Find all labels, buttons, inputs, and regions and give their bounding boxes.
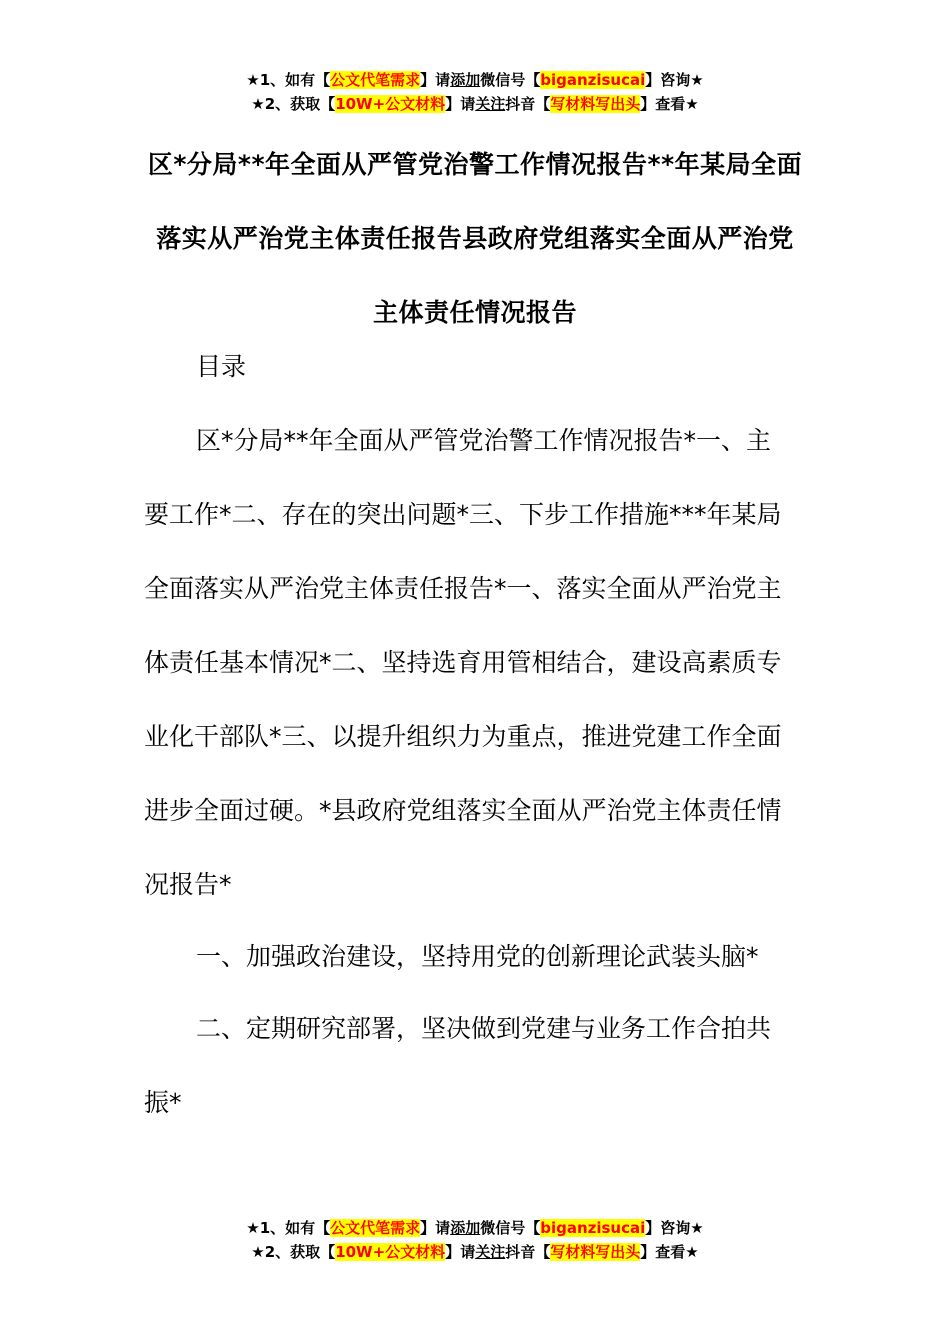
promo-highlight: 10W+公文材料 bbox=[335, 1243, 446, 1261]
promo-text: 】请 bbox=[445, 1243, 476, 1261]
title-line: 落实从严治党主体责任报告县政府党组落实全面从严治党 bbox=[156, 224, 794, 253]
promo-text: ★2、获取【 bbox=[251, 95, 336, 113]
toc-line: 业化干部队*三、以提升组织力为重点，推进党建工作全面 bbox=[144, 722, 782, 751]
toc-line: 要工作*二、存在的突出问题*三、下步工作措施***年某局 bbox=[144, 500, 782, 529]
toc-line: 区*分局**年全面从严管党治警工作情况报告*一、主 bbox=[196, 426, 772, 455]
section-item-text: 一、加强政治建设，坚持用党的创新理论武装头脑* bbox=[196, 942, 759, 971]
promo-highlight: 公文代笔需求 bbox=[330, 1219, 421, 1237]
promo-highlight: 写材料写出头 bbox=[550, 95, 641, 113]
promo-line-1 bbox=[0, 68, 950, 92]
promo-text: 微信号【 bbox=[480, 71, 541, 89]
toc-heading-text: 目录 bbox=[196, 352, 247, 381]
promo-text: 】咨询★ bbox=[645, 1219, 704, 1237]
toc-heading bbox=[144, 330, 804, 404]
document-title bbox=[140, 128, 810, 350]
promo-line-2 bbox=[0, 1240, 950, 1264]
promo-text: ★1、如有【 bbox=[246, 1219, 331, 1237]
promo-highlight: 10W+公文材料 bbox=[335, 95, 446, 113]
promo-text: ★1、如有【 bbox=[246, 71, 331, 89]
promo-highlight: 公文代笔需求 bbox=[330, 71, 421, 89]
section-item-1 bbox=[144, 920, 804, 994]
toc-paragraph bbox=[144, 404, 804, 922]
toc-line: 况报告* bbox=[144, 870, 232, 899]
promo-banner-top bbox=[0, 68, 950, 116]
toc-line: 全面落实从严治党主体责任报告*一、落实全面从严治党主 bbox=[144, 574, 782, 603]
promo-underlined: 关注 bbox=[475, 95, 506, 113]
promo-text: 】请 bbox=[420, 71, 451, 89]
promo-text: 】请 bbox=[445, 95, 476, 113]
promo-text: 抖音【 bbox=[505, 95, 551, 113]
toc-line: 体责任基本情况*二、坚持选育用管相结合，建设高素质专 bbox=[144, 648, 782, 677]
promo-text: 微信号【 bbox=[480, 1219, 541, 1237]
section-item-text: 二、定期研究部署，坚决做到党建与业务工作合拍共 bbox=[196, 1014, 772, 1043]
section-item-2 bbox=[144, 992, 804, 1140]
title-line: 主体责任情况报告 bbox=[372, 298, 577, 327]
promo-line-2 bbox=[0, 92, 950, 116]
promo-underlined: 添加 bbox=[450, 1219, 481, 1237]
promo-underlined: 添加 bbox=[450, 71, 481, 89]
promo-highlight: 写材料写出头 bbox=[550, 1243, 641, 1261]
promo-text: ★2、获取【 bbox=[251, 1243, 336, 1261]
promo-highlight: biganzisucai bbox=[540, 1219, 646, 1237]
section-item-text: 振* bbox=[144, 1088, 182, 1117]
promo-text: 】查看★ bbox=[640, 95, 699, 113]
promo-text: 抖音【 bbox=[505, 1243, 551, 1261]
promo-text: 】请 bbox=[420, 1219, 451, 1237]
promo-underlined: 关注 bbox=[475, 1243, 506, 1261]
title-line: 区*分局**年全面从严管党治警工作情况报告**年某局全面 bbox=[147, 150, 803, 179]
promo-highlight: biganzisucai bbox=[540, 71, 646, 89]
toc-line: 进步全面过硬。*县政府党组落实全面从严治党主体责任情 bbox=[144, 796, 782, 825]
promo-text: 】咨询★ bbox=[645, 71, 704, 89]
promo-text: 】查看★ bbox=[640, 1243, 699, 1261]
promo-line-1 bbox=[0, 1216, 950, 1240]
promo-banner-bottom bbox=[0, 1216, 950, 1264]
